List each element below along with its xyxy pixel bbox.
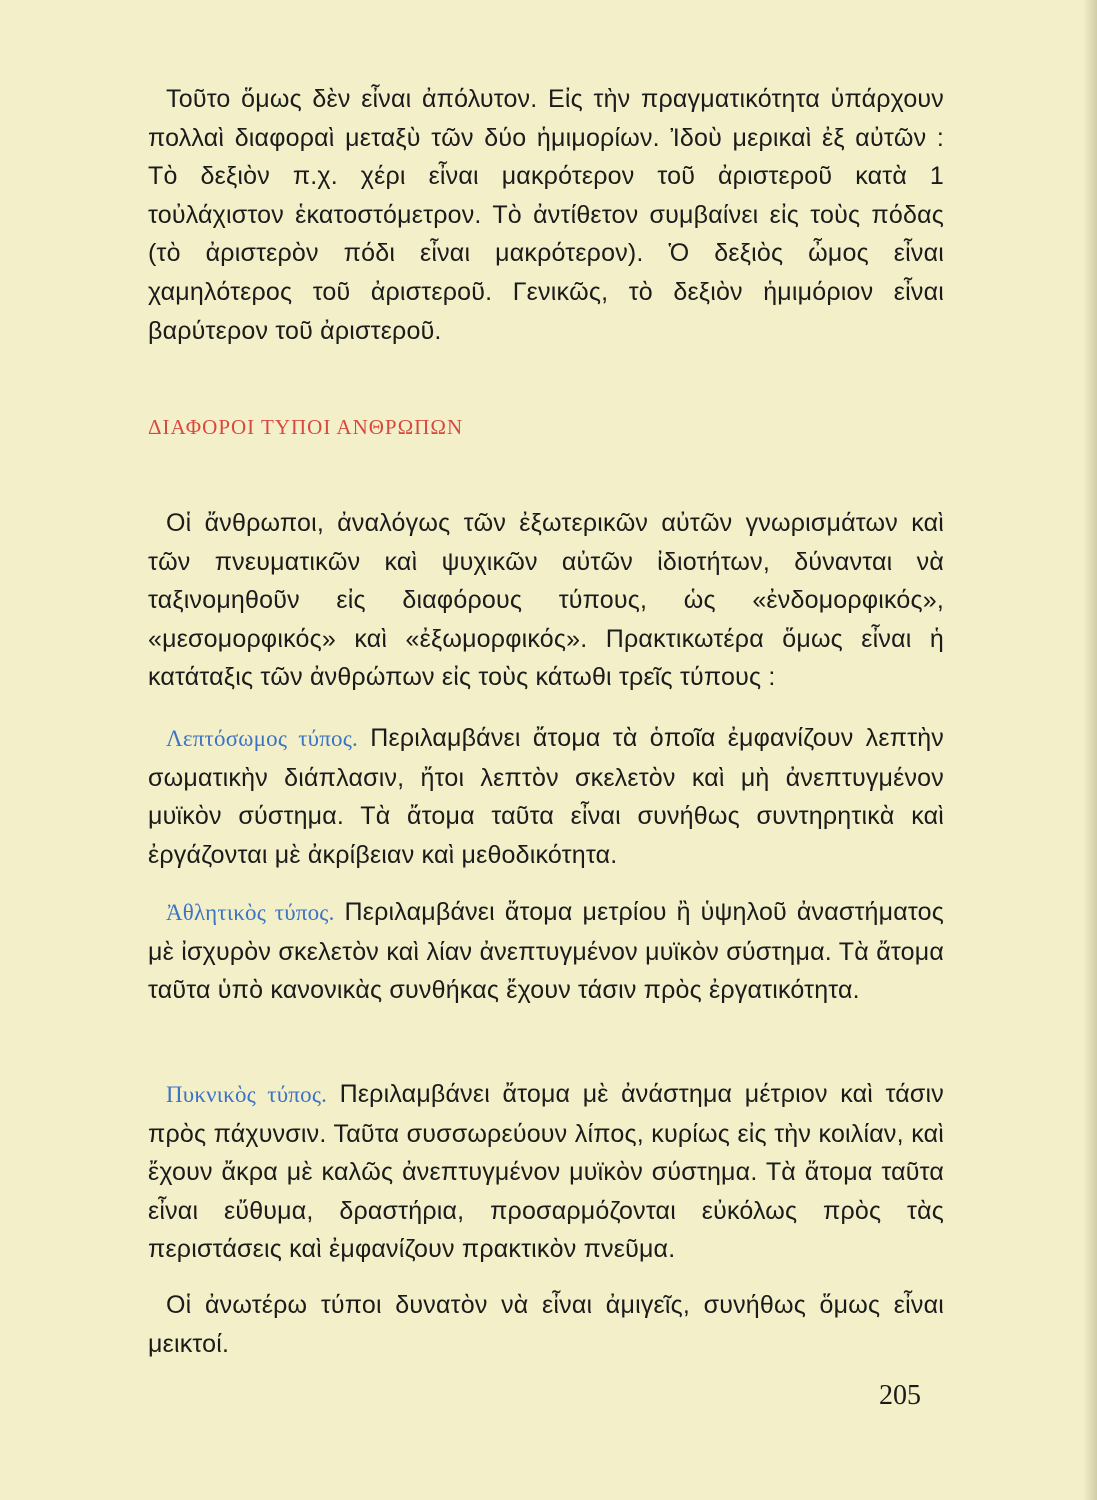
classification-paragraph: Οἱ ἄνθρωποι, ἀναλόγως τῶν ἐξωτερικῶν αὐτῶν γνωρισμάτων καὶ τῶν πνευματικῶν καὶ ψυχικῶν αὐτῶν ἰδιοτήτων, δύνανται νὰ ταξινομηθοῦν εἰς διαφόρους τύπους, ὡς «ἐνδομορφικός», «μεσομορφικός» καὶ «ἐξωμορφικός». Πρακτικωτέρα ὅμως εἶναι ἡ κατάταξις τῶν ἀνθρώπων εἰς τοὺς κάτωθι τρεῖς τύπους : [148, 509, 944, 692]
athletikos-section [148, 893, 944, 1010]
conclusion-section [148, 1286, 944, 1363]
athletikos-description: Περιλαμβάνει ἄτομα μετρίου ἢ ὑψηλοῦ ἀναστήματος μὲ ἰσχυρὸν σκελετὸν καὶ λίαν ἀνεπτυγμένον μυϊκὸν σύστημα. Τὰ ἄτομα ταῦτα ὑπὸ κανονικὰς συνθήκας ἔχουν τάσιν πρὸς ἐργατικότητα. [148, 898, 944, 1005]
piknikos-description: Περιλαμβάνει ἄτομα μὲ ἀνάστημα μέτριον καὶ τάσιν πρὸς πάχυνσιν. Ταῦτα συσσωρεύουν λίπος, κυρίως εἰς τὴν κοιλίαν, καὶ ἔχουν ἄκρα μὲ καλῶς ἀνεπτυγμένον μυϊκὸν σύστημα. Τὰ ἄτομα ταῦτα εἶναι εὔθυμα, δραστήρια, προσαρμόζονται εὐκόλως πρὸς τὰς περιστάσεις καὶ ἐμφανίζουν πρακτικὸν πνεῦμα. [148, 1080, 944, 1264]
intro-section [148, 80, 944, 350]
conclusion-paragraph: Οἱ ἀνωτέρω τύποι δυνατὸν νὰ εἶναι ἀμιγεῖς, συνήθως ὅμως εἶναι μεικτοί. [148, 1291, 944, 1358]
leptosomos-description: Περιλαμβάνει ἄτομα τὰ ὁποῖα ἐμφανίζουν λεπτὴν σωματικὴν διάπλασιν, ἤτοι λεπτὸν σκελετὸν καὶ μὴ ἀνεπτυγμένον μυϊκὸν σύστημα. Τὰ ἄτομα ταῦτα εἶναι συνήθως συντηρητικὰ καὶ ἐργάζονται μὲ ἀκρίβειαν καὶ μεθοδικότητα. [148, 724, 944, 869]
leptosomos-paragraph [148, 719, 944, 874]
classification-section [148, 504, 944, 697]
piknikos-type-label: Πυκνικὸς τύπος. [166, 1082, 328, 1107]
athletikos-type-label: Ἀθλητικὸς τύπος. [166, 900, 335, 925]
piknikos-section [148, 1075, 944, 1269]
athletikos-paragraph [148, 893, 944, 1010]
leptosomos-type-label: Λεπτόσωμος τύπος. [166, 726, 358, 751]
section-heading: ΔΙΑΦΟΡΟΙ ΤΥΠΟΙ ΑΝΘΡΩΠΩΝ [148, 415, 464, 439]
piknikos-paragraph [148, 1075, 944, 1269]
leptosomos-section [148, 719, 944, 874]
page-number: 205 [879, 1380, 921, 1411]
intro-paragraph: Τοῦτο ὅμως δὲν εἶναι ἀπόλυτον. Εἰς τὴν πραγματικότητα ὑπάρχουν πολλαὶ διαφοραὶ μεταξὺ τῶν δύο ἡμιμορίων. Ἰδοὺ μερικαὶ ἐξ αὐτῶν : Τὸ δεξιὸν π.χ. χέρι εἶναι μακρότερον τοῦ ἀριστεροῦ κατὰ 1 τοὐλάχιστον ἑκατοστόμετρον. Τὸ ἀντίθετον συμβαίνει εἰς τοὺς πόδας (τὸ ἀριστερὸν πόδι εἶναι μακρότερον). Ὁ δεξιὸς ὦμος εἶναι χαμηλότερος τοῦ ἀριστεροῦ. Γενικῶς, τὸ δεξιὸν ἡμιμόριον εἶναι βαρύτερον τοῦ ἀριστεροῦ. [148, 85, 944, 345]
page-edge-shadow [1083, 0, 1097, 1500]
